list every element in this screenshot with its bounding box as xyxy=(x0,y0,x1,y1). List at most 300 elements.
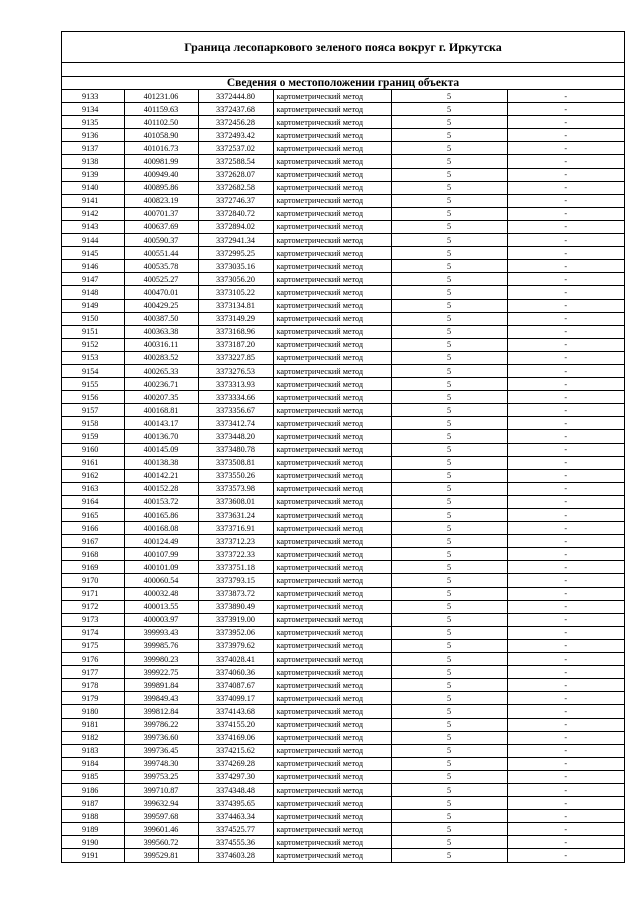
cell-description: - xyxy=(507,495,624,508)
table-row xyxy=(62,142,624,155)
table-row xyxy=(62,181,624,194)
cell-description: - xyxy=(507,417,624,430)
cell-coord-y: 3373187.20 xyxy=(198,338,273,351)
cell-description: - xyxy=(507,129,624,142)
cell-description: - xyxy=(507,548,624,561)
document-title: Граница лесопаркового зеленого пояса вокруг г. Иркутска xyxy=(62,32,624,63)
cell-description: - xyxy=(507,600,624,613)
cell-coord-y: 3373105.22 xyxy=(198,286,273,299)
cell-method: картометрический метод xyxy=(273,142,391,155)
cell-method: картометрический метод xyxy=(273,561,391,574)
cell-method: картометрический метод xyxy=(273,600,391,613)
cell-coord-x: 400363.38 xyxy=(124,325,198,338)
table-row xyxy=(62,548,624,561)
cell-method: картометрический метод xyxy=(273,770,391,783)
coordinates-table xyxy=(62,90,624,863)
cell-coord-y: 3372493.42 xyxy=(198,129,273,142)
cell-description: - xyxy=(507,757,624,770)
cell-coord-x: 400136.70 xyxy=(124,430,198,443)
table-row xyxy=(62,561,624,574)
cell-point-number: 9188 xyxy=(62,810,124,823)
cell-coord-x: 399849.43 xyxy=(124,692,198,705)
table-row xyxy=(62,744,624,757)
cell-coord-x: 400236.71 xyxy=(124,378,198,391)
table-row xyxy=(62,234,624,247)
table-row xyxy=(62,613,624,626)
cell-coord-x: 400637.69 xyxy=(124,220,198,233)
cell-accuracy: 5 xyxy=(391,731,507,744)
cell-coord-y: 3374169.06 xyxy=(198,731,273,744)
cell-method: картометрический метод xyxy=(273,443,391,456)
cell-coord-y: 3374060.36 xyxy=(198,666,273,679)
cell-point-number: 9185 xyxy=(62,770,124,783)
cell-method: картометрический метод xyxy=(273,705,391,718)
cell-description: - xyxy=(507,692,624,705)
cell-method: картометрический метод xyxy=(273,509,391,522)
cell-coord-y: 3374463.34 xyxy=(198,810,273,823)
cell-accuracy: 5 xyxy=(391,666,507,679)
cell-coord-x: 400152.28 xyxy=(124,482,198,495)
cell-point-number: 9181 xyxy=(62,718,124,731)
cell-coord-y: 3374143.68 xyxy=(198,705,273,718)
cell-coord-x: 400013.55 xyxy=(124,600,198,613)
cell-coord-x: 400101.09 xyxy=(124,561,198,574)
cell-method: картометрический метод xyxy=(273,757,391,770)
cell-coord-x: 400895.86 xyxy=(124,181,198,194)
cell-description: - xyxy=(507,731,624,744)
cell-method: картометрический метод xyxy=(273,364,391,377)
cell-point-number: 9143 xyxy=(62,220,124,233)
cell-description: - xyxy=(507,364,624,377)
cell-coord-x: 400535.78 xyxy=(124,260,198,273)
cell-accuracy: 5 xyxy=(391,482,507,495)
cell-method: картометрический метод xyxy=(273,653,391,666)
cell-coord-x: 399786.22 xyxy=(124,718,198,731)
cell-coord-y: 3373716.91 xyxy=(198,522,273,535)
cell-point-number: 9136 xyxy=(62,129,124,142)
table-row xyxy=(62,207,624,220)
cell-method: картометрический метод xyxy=(273,456,391,469)
cell-description: - xyxy=(507,626,624,639)
cell-point-number: 9172 xyxy=(62,600,124,613)
cell-coord-y: 3373134.81 xyxy=(198,299,273,312)
cell-description: - xyxy=(507,639,624,652)
cell-description: - xyxy=(507,705,624,718)
table-row xyxy=(62,325,624,338)
table-row xyxy=(62,338,624,351)
table-row xyxy=(62,351,624,364)
cell-coord-x: 399597.68 xyxy=(124,810,198,823)
cell-accuracy: 5 xyxy=(391,181,507,194)
cell-method: картометрический метод xyxy=(273,849,391,862)
cell-coord-y: 3373168.96 xyxy=(198,325,273,338)
table-row xyxy=(62,443,624,456)
cell-accuracy: 5 xyxy=(391,260,507,273)
cell-accuracy: 5 xyxy=(391,378,507,391)
cell-description: - xyxy=(507,770,624,783)
cell-coord-y: 3373334.66 xyxy=(198,391,273,404)
cell-point-number: 9161 xyxy=(62,456,124,469)
cell-coord-x: 400003.97 xyxy=(124,613,198,626)
cell-description: - xyxy=(507,783,624,796)
cell-accuracy: 5 xyxy=(391,273,507,286)
cell-accuracy: 5 xyxy=(391,220,507,233)
cell-coord-y: 3372941.34 xyxy=(198,234,273,247)
cell-coord-x: 400060.54 xyxy=(124,574,198,587)
cell-coord-y: 3373751.18 xyxy=(198,561,273,574)
cell-coord-y: 3372840.72 xyxy=(198,207,273,220)
table-row xyxy=(62,731,624,744)
table-row xyxy=(62,378,624,391)
cell-accuracy: 5 xyxy=(391,744,507,757)
table-row xyxy=(62,194,624,207)
cell-method: картометрический метод xyxy=(273,168,391,181)
cell-description: - xyxy=(507,849,624,862)
cell-point-number: 9148 xyxy=(62,286,124,299)
cell-point-number: 9142 xyxy=(62,207,124,220)
cell-method: картометрический метод xyxy=(273,744,391,757)
cell-method: картометрический метод xyxy=(273,522,391,535)
cell-description: - xyxy=(507,220,624,233)
cell-point-number: 9144 xyxy=(62,234,124,247)
table-row xyxy=(62,404,624,417)
cell-method: картометрический метод xyxy=(273,338,391,351)
cell-point-number: 9150 xyxy=(62,312,124,325)
cell-method: картометрический метод xyxy=(273,391,391,404)
table-row xyxy=(62,469,624,482)
section-subtitle: Сведения о местоположении границ объекта xyxy=(62,77,624,90)
cell-coord-y: 3373480.78 xyxy=(198,443,273,456)
cell-coord-y: 3373056.20 xyxy=(198,273,273,286)
cell-accuracy: 5 xyxy=(391,338,507,351)
cell-point-number: 9154 xyxy=(62,364,124,377)
cell-accuracy: 5 xyxy=(391,705,507,718)
cell-description: - xyxy=(507,456,624,469)
title-spacer xyxy=(62,63,624,77)
cell-description: - xyxy=(507,168,624,181)
cell-description: - xyxy=(507,823,624,836)
cell-coord-y: 3374297.30 xyxy=(198,770,273,783)
cell-method: картометрический метод xyxy=(273,273,391,286)
cell-description: - xyxy=(507,836,624,849)
cell-point-number: 9138 xyxy=(62,155,124,168)
cell-coord-x: 399736.45 xyxy=(124,744,198,757)
cell-coord-y: 3372995.25 xyxy=(198,247,273,260)
cell-method: картометрический метод xyxy=(273,90,391,103)
cell-point-number: 9134 xyxy=(62,103,124,116)
cell-point-number: 9166 xyxy=(62,522,124,535)
cell-description: - xyxy=(507,613,624,626)
cell-description: - xyxy=(507,443,624,456)
cell-description: - xyxy=(507,286,624,299)
cell-coord-y: 3373356.67 xyxy=(198,404,273,417)
cell-accuracy: 5 xyxy=(391,456,507,469)
cell-accuracy: 5 xyxy=(391,443,507,456)
cell-description: - xyxy=(507,535,624,548)
cell-coord-y: 3373573.98 xyxy=(198,482,273,495)
cell-coord-y: 3373550.26 xyxy=(198,469,273,482)
cell-method: картометрический метод xyxy=(273,666,391,679)
cell-method: картометрический метод xyxy=(273,535,391,548)
cell-coord-x: 400165.86 xyxy=(124,509,198,522)
cell-point-number: 9174 xyxy=(62,626,124,639)
cell-accuracy: 5 xyxy=(391,417,507,430)
cell-point-number: 9170 xyxy=(62,574,124,587)
table-row xyxy=(62,587,624,600)
cell-coord-y: 3373313.93 xyxy=(198,378,273,391)
cell-coord-y: 3374155.20 xyxy=(198,718,273,731)
cell-accuracy: 5 xyxy=(391,142,507,155)
cell-accuracy: 5 xyxy=(391,286,507,299)
cell-coord-x: 400153.72 xyxy=(124,495,198,508)
cell-description: - xyxy=(507,587,624,600)
cell-method: картометрический метод xyxy=(273,220,391,233)
cell-method: картометрический метод xyxy=(273,207,391,220)
cell-description: - xyxy=(507,718,624,731)
table-row xyxy=(62,103,624,116)
table-row xyxy=(62,299,624,312)
cell-method: картометрический метод xyxy=(273,116,391,129)
table-row xyxy=(62,626,624,639)
cell-description: - xyxy=(507,338,624,351)
cell-method: картометрический метод xyxy=(273,260,391,273)
table-row xyxy=(62,639,624,652)
cell-coord-x: 399753.25 xyxy=(124,770,198,783)
cell-accuracy: 5 xyxy=(391,587,507,600)
cell-coord-x: 399601.46 xyxy=(124,823,198,836)
cell-point-number: 9146 xyxy=(62,260,124,273)
cell-method: картометрический метод xyxy=(273,823,391,836)
cell-coord-x: 400207.35 xyxy=(124,391,198,404)
cell-accuracy: 5 xyxy=(391,168,507,181)
cell-coord-x: 401058.90 xyxy=(124,129,198,142)
cell-coord-x: 400032.48 xyxy=(124,587,198,600)
coordinates-table-body xyxy=(62,90,624,862)
cell-accuracy: 5 xyxy=(391,90,507,103)
cell-coord-x: 400551.44 xyxy=(124,247,198,260)
cell-coord-y: 3373276.53 xyxy=(198,364,273,377)
cell-description: - xyxy=(507,260,624,273)
cell-method: картометрический метод xyxy=(273,482,391,495)
cell-description: - xyxy=(507,522,624,535)
cell-coord-x: 399748.30 xyxy=(124,757,198,770)
cell-coord-y: 3373722.33 xyxy=(198,548,273,561)
cell-description: - xyxy=(507,273,624,286)
cell-method: картометрический метод xyxy=(273,797,391,810)
cell-coord-y: 3374555.36 xyxy=(198,836,273,849)
cell-description: - xyxy=(507,391,624,404)
table-row xyxy=(62,312,624,325)
cell-method: картометрический метод xyxy=(273,574,391,587)
cell-point-number: 9155 xyxy=(62,378,124,391)
cell-accuracy: 5 xyxy=(391,207,507,220)
cell-coord-y: 3374028.41 xyxy=(198,653,273,666)
cell-description: - xyxy=(507,509,624,522)
table-row xyxy=(62,286,624,299)
cell-coord-y: 3373508.81 xyxy=(198,456,273,469)
cell-accuracy: 5 xyxy=(391,404,507,417)
table-row xyxy=(62,116,624,129)
cell-description: - xyxy=(507,744,624,757)
cell-coord-y: 3372437.68 xyxy=(198,103,273,116)
cell-description: - xyxy=(507,351,624,364)
table-row xyxy=(62,574,624,587)
cell-accuracy: 5 xyxy=(391,495,507,508)
table-row xyxy=(62,692,624,705)
table-row xyxy=(62,220,624,233)
cell-coord-y: 3372746.37 xyxy=(198,194,273,207)
cell-point-number: 9135 xyxy=(62,116,124,129)
cell-coord-x: 400590.37 xyxy=(124,234,198,247)
cell-point-number: 9186 xyxy=(62,783,124,796)
cell-coord-x: 400387.50 xyxy=(124,312,198,325)
cell-method: картометрический метод xyxy=(273,325,391,338)
cell-accuracy: 5 xyxy=(391,522,507,535)
cell-method: картометрический метод xyxy=(273,378,391,391)
cell-point-number: 9156 xyxy=(62,391,124,404)
cell-point-number: 9152 xyxy=(62,338,124,351)
cell-coord-x: 401159.63 xyxy=(124,103,198,116)
cell-accuracy: 5 xyxy=(391,116,507,129)
cell-coord-y: 3373149.29 xyxy=(198,312,273,325)
cell-accuracy: 5 xyxy=(391,247,507,260)
table-row xyxy=(62,600,624,613)
cell-method: картометрический метод xyxy=(273,587,391,600)
cell-accuracy: 5 xyxy=(391,325,507,338)
cell-coord-x: 400823.19 xyxy=(124,194,198,207)
cell-accuracy: 5 xyxy=(391,639,507,652)
cell-point-number: 9153 xyxy=(62,351,124,364)
cell-coord-y: 3373793.15 xyxy=(198,574,273,587)
cell-method: картометрический метод xyxy=(273,404,391,417)
cell-accuracy: 5 xyxy=(391,653,507,666)
cell-description: - xyxy=(507,482,624,495)
cell-point-number: 9140 xyxy=(62,181,124,194)
cell-point-number: 9151 xyxy=(62,325,124,338)
cell-method: картометрический метод xyxy=(273,679,391,692)
cell-accuracy: 5 xyxy=(391,364,507,377)
cell-method: картометрический метод xyxy=(273,299,391,312)
cell-coord-y: 3372537.02 xyxy=(198,142,273,155)
cell-point-number: 9182 xyxy=(62,731,124,744)
cell-coord-x: 399736.60 xyxy=(124,731,198,744)
cell-coord-y: 3374348.48 xyxy=(198,783,273,796)
cell-coord-y: 3374087.67 xyxy=(198,679,273,692)
cell-point-number: 9175 xyxy=(62,639,124,652)
table-row xyxy=(62,783,624,796)
cell-method: картометрический метод xyxy=(273,548,391,561)
cell-description: - xyxy=(507,299,624,312)
cell-coord-y: 3372444.80 xyxy=(198,90,273,103)
cell-method: картометрический метод xyxy=(273,836,391,849)
table-row xyxy=(62,718,624,731)
cell-point-number: 9187 xyxy=(62,797,124,810)
cell-point-number: 9157 xyxy=(62,404,124,417)
cell-description: - xyxy=(507,679,624,692)
cell-point-number: 9189 xyxy=(62,823,124,836)
cell-coord-x: 400265.33 xyxy=(124,364,198,377)
cell-accuracy: 5 xyxy=(391,797,507,810)
cell-coord-x: 400142.21 xyxy=(124,469,198,482)
cell-description: - xyxy=(507,312,624,325)
cell-coord-y: 3372628.07 xyxy=(198,168,273,181)
cell-coord-y: 3373227.85 xyxy=(198,351,273,364)
cell-accuracy: 5 xyxy=(391,561,507,574)
cell-coord-x: 399710.87 xyxy=(124,783,198,796)
cell-method: картометрический метод xyxy=(273,286,391,299)
cell-accuracy: 5 xyxy=(391,574,507,587)
cell-point-number: 9133 xyxy=(62,90,124,103)
cell-point-number: 9178 xyxy=(62,679,124,692)
cell-point-number: 9167 xyxy=(62,535,124,548)
document-frame xyxy=(61,31,625,863)
table-row xyxy=(62,495,624,508)
cell-coord-x: 400316.11 xyxy=(124,338,198,351)
cell-description: - xyxy=(507,653,624,666)
cell-coord-x: 399560.72 xyxy=(124,836,198,849)
cell-coord-y: 3372588.54 xyxy=(198,155,273,168)
table-row xyxy=(62,522,624,535)
cell-point-number: 9184 xyxy=(62,757,124,770)
cell-coord-x: 399529.81 xyxy=(124,849,198,862)
cell-coord-y: 3374099.17 xyxy=(198,692,273,705)
cell-method: картометрический метод xyxy=(273,129,391,142)
table-row xyxy=(62,417,624,430)
cell-description: - xyxy=(507,234,624,247)
cell-coord-y: 3374215.62 xyxy=(198,744,273,757)
table-row xyxy=(62,129,624,142)
cell-coord-x: 399632.94 xyxy=(124,797,198,810)
cell-point-number: 9177 xyxy=(62,666,124,679)
table-row xyxy=(62,666,624,679)
cell-coord-x: 399993.43 xyxy=(124,626,198,639)
cell-accuracy: 5 xyxy=(391,613,507,626)
cell-description: - xyxy=(507,810,624,823)
cell-coord-y: 3373035.16 xyxy=(198,260,273,273)
cell-point-number: 9191 xyxy=(62,849,124,862)
table-row xyxy=(62,535,624,548)
cell-description: - xyxy=(507,194,624,207)
cell-coord-y: 3372456.28 xyxy=(198,116,273,129)
cell-coord-y: 3373890.49 xyxy=(198,600,273,613)
cell-point-number: 9169 xyxy=(62,561,124,574)
cell-method: картометрический метод xyxy=(273,103,391,116)
table-row xyxy=(62,757,624,770)
cell-coord-y: 3372894.02 xyxy=(198,220,273,233)
cell-description: - xyxy=(507,116,624,129)
cell-coord-x: 400701.37 xyxy=(124,207,198,220)
cell-coord-y: 3374525.77 xyxy=(198,823,273,836)
cell-description: - xyxy=(507,797,624,810)
cell-coord-y: 3374603.28 xyxy=(198,849,273,862)
cell-coord-y: 3373608.01 xyxy=(198,495,273,508)
cell-accuracy: 5 xyxy=(391,770,507,783)
cell-accuracy: 5 xyxy=(391,299,507,312)
cell-description: - xyxy=(507,561,624,574)
cell-accuracy: 5 xyxy=(391,351,507,364)
cell-point-number: 9164 xyxy=(62,495,124,508)
cell-point-number: 9137 xyxy=(62,142,124,155)
cell-accuracy: 5 xyxy=(391,103,507,116)
table-row xyxy=(62,456,624,469)
cell-coord-y: 3373873.72 xyxy=(198,587,273,600)
cell-accuracy: 5 xyxy=(391,692,507,705)
cell-accuracy: 5 xyxy=(391,810,507,823)
cell-point-number: 9180 xyxy=(62,705,124,718)
cell-description: - xyxy=(507,155,624,168)
cell-accuracy: 5 xyxy=(391,626,507,639)
cell-point-number: 9147 xyxy=(62,273,124,286)
